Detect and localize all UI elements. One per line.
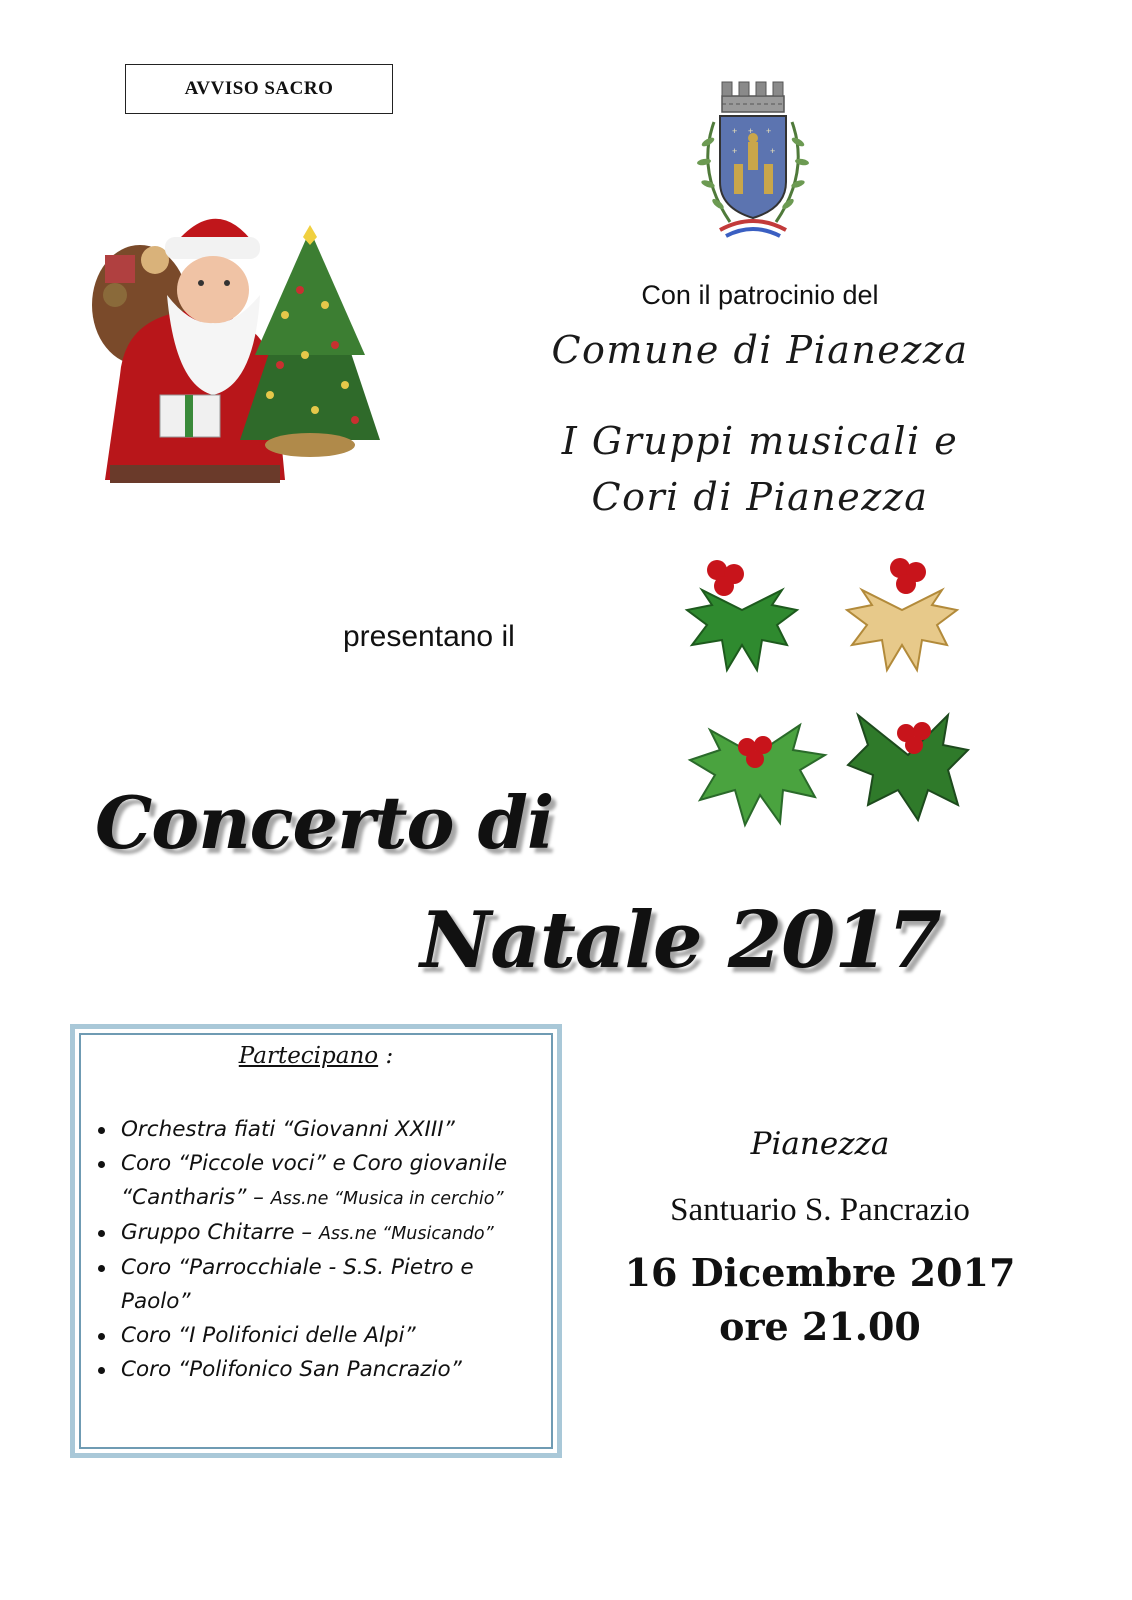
participant-item: Coro “Piccole voci” e Coro giovanile “Cantharis” – Ass.ne “Musica in cerchio”	[95, 1147, 535, 1216]
headline-line-2: Natale 2017	[420, 895, 941, 986]
svg-text:+: +	[748, 126, 754, 136]
participant-item: Gruppo Chitarre – Ass.ne “Musicando”	[95, 1216, 535, 1251]
event-time: ore 21.00	[719, 1304, 921, 1349]
participants-title-word: Partecipano	[238, 1043, 379, 1069]
event-venue: Santuario S. Pancrazio	[670, 1192, 970, 1228]
participant-item: Coro “Parrocchiale - S.S. Pietro e Paolo”	[95, 1251, 535, 1319]
presenting-line: presentano il	[343, 620, 515, 653]
participant-item: Coro “I Polifonici delle Alpi”	[95, 1319, 535, 1353]
participant-item: Coro “Polifonico San Pancrazio”	[95, 1353, 535, 1387]
holly-sprigs-image	[680, 540, 980, 830]
groups-title	[520, 413, 1000, 525]
headline-line-1: Concerto di	[95, 780, 554, 865]
event-date: 16 Dicembre 2017	[624, 1250, 1016, 1295]
svg-text:+: +	[732, 146, 738, 156]
participants-title	[75, 1043, 557, 1069]
groups-line-2: Cori di Pianezza	[591, 475, 929, 519]
participants-list	[95, 1113, 535, 1387]
participant-item: Orchestra fiati “Giovanni XXIII”	[95, 1113, 535, 1147]
patronage-line: Con il patrocinio del	[641, 280, 879, 310]
groups-line-1: I Gruppi musicali e	[561, 419, 959, 463]
comune-title: Comune di Pianezza	[551, 328, 969, 372]
santa-claus-image	[85, 195, 385, 485]
participants-title-colon: :	[378, 1043, 394, 1069]
svg-text:+: +	[766, 126, 772, 136]
avviso-sacro-label: AVVISO SACRO	[125, 64, 393, 114]
event-city: Pianezza	[750, 1126, 890, 1162]
coat-of-arms-image	[690, 72, 820, 247]
event-datetime	[600, 1246, 1040, 1354]
participants-box	[70, 1024, 562, 1458]
svg-text:+: +	[770, 146, 776, 156]
svg-text:+: +	[732, 126, 738, 136]
